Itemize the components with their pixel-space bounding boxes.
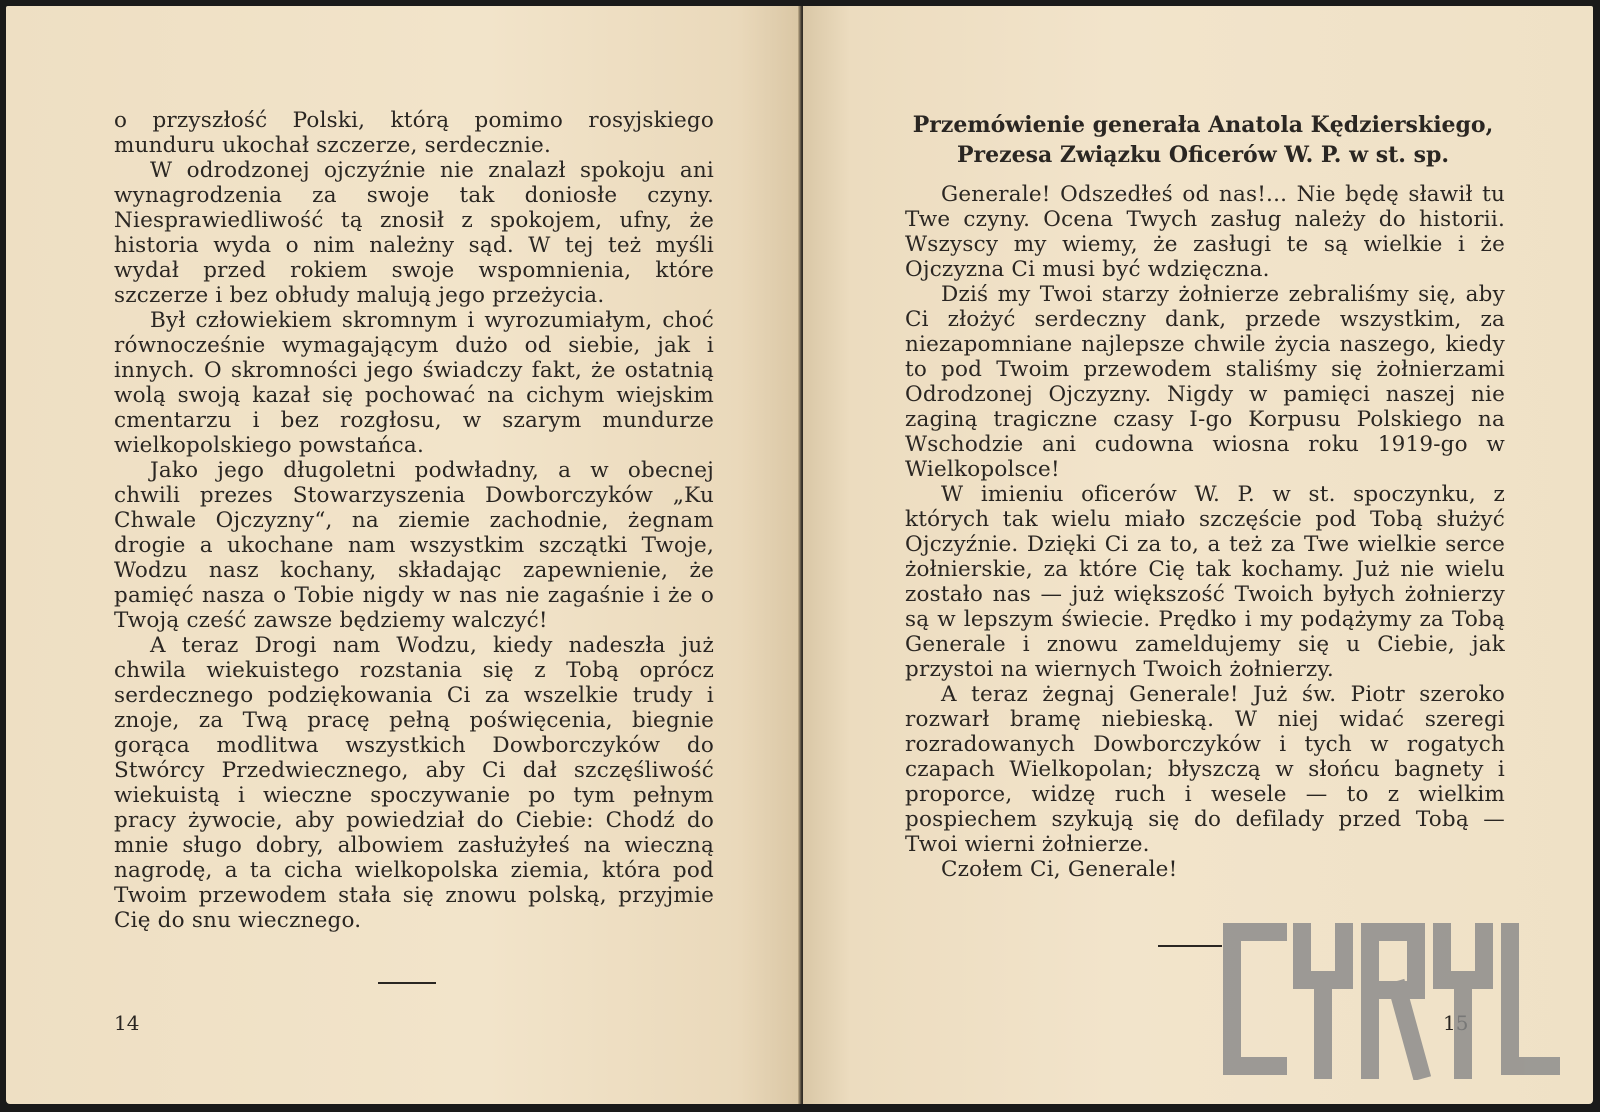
heading-line: Przemówienie generała Anatola Kędzierskiego, xyxy=(912,112,1494,138)
right-page xyxy=(803,6,1593,1104)
paragraph: A teraz żegnaj Generale! Już św. Piotr szeroko rozwarł bramę niebieską. W niej widać szeregi rozradowanych Dowborczyków i tych w rogatych czapach Wielkopolan; błyszczą w słońcu bagnety i proporce, widzę ruch i wesele — to z wielkim pospiechem szykują się do defilady przed Tobą — Twoi wierni żołnierze. xyxy=(905,682,1505,857)
paragraph: A teraz Drogi nam Wodzu, kiedy nadeszła już chwila wiekuistego rozstania się z Tobą oprócz serdecznego podziękowania Ci za wszelkie trudy i znoje, za Twą pracę pełną poświęcenia, biegnie gorąca modlitwa wszystkich Dowborczyków do Stwórcy Przedwiecznego, aby Ci dał szczęśliwość wiekuistą i wieczne spoczywanie po tym pełnym pracy żywocie, aby powiedział do Ciebie: Chodź do mnie sługo dobry, albowiem zasłużyłeś na wieczną nagrodę, a ta cicha wielkopolska ziemia, która pod Twoim przewodem stała się znowu polską, przyjmie Cię do snu wiecznego. xyxy=(114,633,714,933)
section-divider xyxy=(1158,945,1222,947)
heading-line: Prezesa Związku Oficerów W. P. w st. sp. xyxy=(956,142,1450,168)
right-page-text xyxy=(905,182,1505,882)
paragraph: W imieniu oficerów W. P. w st. spoczynku, z których tak wielu miało szczęście pod Tobą służyć Ojczyźnie. Dzięki Ci za to, a też za Twe wielkie serce żołnierskie, za które Cię tak kochamy. Już nie wielu zostało nas — już większość Twoich byłych żołnierzy są w lepszym świecie. Prędko i my podążymy za Tobą Generale i znowu zameldujemy się u Ciebie, jak przystoi na wiernych Twoich żołnierzy. xyxy=(905,482,1505,682)
paragraph: Czołem Ci, Generale! xyxy=(941,857,1178,882)
paragraph: W odrodzonej ojczyźnie nie znalazł spokoju ani wynagrodzenia za swoje tak doniosłe czyny. Niesprawiedliwość tą znosił z spokojem, ufny, że historia wyda o nim należny sąd. W tej też myśli wydał przed rokiem swoje wspomnienia, które szczerze i bez obłudy malują jego przeżycia. xyxy=(114,158,714,308)
paragraph: Dziś my Twoi starzy żołnierze zebraliśmy się, aby Ci złożyć serdeczny dank, przede wszystkim, za niezapomniane najlepsze chwile życia naszego, kiedy to pod Twoim przewodem staliśmy się żołnierzami Odrodzonej Ojczyzny. Nigdy w pamięci naszej nie zaginą tragiczne czasy I-go Korpusu Polskiego na Wschodzie ani cudowna wiosna roku 1919-go w Wielkopolsce! xyxy=(905,282,1505,482)
page-number-left: 14 xyxy=(114,1011,140,1035)
speech-heading xyxy=(903,110,1503,170)
left-page xyxy=(6,6,801,1104)
left-page-text xyxy=(114,108,714,933)
paragraph: Generale! Odszedłeś od nas!... Nie będę sławił tu Twe czyny. Ocena Twych zasług należy do historii. Wszyscy my wiemy, że zasługi te są wielkie i że Ojczyzna Ci musi być wdzięczna. xyxy=(905,182,1505,282)
paragraph: Był człowiekiem skromnym i wyrozumiałym, choć równocześnie wymagającym dużo od siebie, jak i innych. O skromności jego świadczy fakt, że ostatnią wolą swoją kazał się pochować na cichym wiejskim cmentarzu i bez rozgłosu, w szarym mundurze wielkopolskiego powstańca. xyxy=(114,308,714,458)
page-number-right: 15 xyxy=(1443,1011,1469,1035)
paragraph: Jako jego długoletni podwładny, a w obecnej chwili prezes Stowarzyszenia Dowborczyków „Ku Chwale Ojczyzny“, na ziemie zachodnie, żegnam drogie a ukochane nam wszystkim szczątki Twoje, Wodzu nasz kochany, składając zapewnienie, że pamięć nasza o Tobie nigdy w nas nie zagaśnie i że o Twoją cześć zawsze będziemy walczyć! xyxy=(114,458,714,633)
paragraph: o przyszłość Polski, którą pomimo rosyjskiego munduru ukochał szczerze, serdecznie. xyxy=(114,108,714,158)
section-divider xyxy=(378,982,436,984)
